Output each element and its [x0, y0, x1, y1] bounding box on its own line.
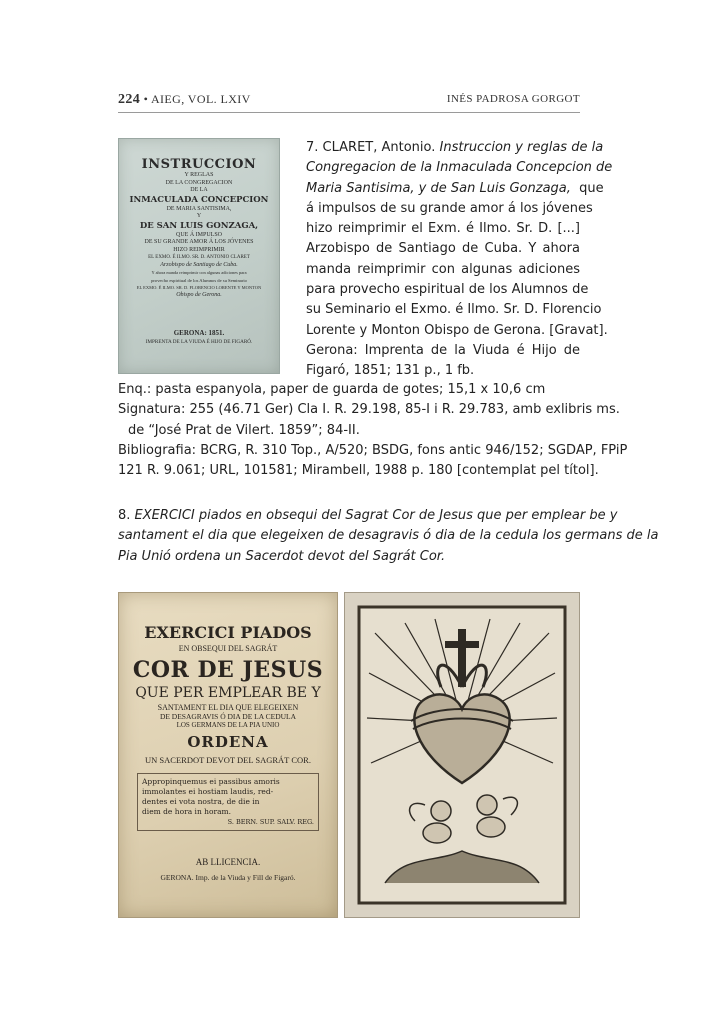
bibliography-note: Bibliografia: BCRG, R. 310 Top., A/520; BSDG, fons antic 946/152; SGDAP, FPiP	[118, 442, 628, 458]
header-bullet: •	[143, 92, 149, 106]
entry7-italic: Maria Santisima, y de San Luis Gonzaga,	[306, 180, 571, 196]
entry7-text: 7. CLARET, Antonio.	[306, 140, 440, 155]
quote-line: dentes ei vota nostra, de die in	[142, 797, 260, 806]
cover1-line: DE SU GRANDE AMOR Á LOS JÓVENES	[144, 239, 254, 245]
entry8-italic: santament el dia que elegeixen de desagravis ó dia de la cedula los germans de la	[118, 528, 659, 544]
cover1-footer-line: IMPRENTA DE LA VIUDA É HIJO DE FIGARÓ.	[145, 339, 253, 345]
cover2-line9: UN SACERDOT DEVOT DEL SAGRÁT COR.	[145, 755, 311, 765]
entry7-line	[306, 158, 613, 178]
entry7-line: Arzobispo de Santiago de Cuba. Y ahora	[306, 241, 580, 257]
cover1-line: Y REGLAS	[184, 172, 214, 178]
entry7-line: para provecho espiritual de los Alumnos de	[306, 282, 589, 298]
cover1-line: DE MARIA SANTISIMA,	[166, 205, 232, 212]
quote-line: diem de hora in horam.	[142, 807, 232, 816]
entry7-text: que	[570, 180, 604, 196]
cover1-line: Y	[196, 213, 202, 219]
cover1-title: INSTRUCCION	[141, 157, 257, 172]
quote-line: Appropinquemus ei passibus amoris	[142, 777, 280, 786]
book-cover-exercici	[118, 592, 338, 918]
engraving-illustration	[345, 593, 579, 917]
cover2-line3: COR DE JESUS	[132, 657, 324, 683]
quote-line: immolantes ei hostiam laudis, red-	[142, 787, 274, 796]
cover1-line: provecho espiritual de los Alumnos de su Seminario	[151, 277, 247, 283]
entry7-line: Figaró, 1851; 131 p., 1 fb.	[306, 363, 475, 379]
cover2-line4: QUE PER EMPLEAR BE Y	[135, 685, 321, 701]
cover2-line1: EXERCICI PIADOS	[144, 623, 312, 642]
entry8-line	[118, 526, 659, 546]
entry8-italic: Pia Unió ordena un Sacerdot devot del Sagrát Cor.	[118, 548, 446, 564]
entry-8	[118, 506, 659, 567]
entry8-line	[118, 506, 618, 526]
entry8-italic: EXERCICI piados en obsequi del Sagrat Cor de Jesus que per emplear be y	[134, 508, 618, 523]
header-left	[118, 92, 251, 108]
running-header	[118, 92, 580, 113]
cover1-line: DE LA CONGREGACION	[165, 179, 233, 186]
entry-7-details	[118, 380, 628, 481]
bibliography-note-cont: 121 R. 9.061; URL, 101581; Mirambell, 1988 p. 180 [contemplat pel títol].	[118, 463, 599, 479]
cover1-footer	[119, 329, 279, 347]
cover1-line: Arzobispo de Santiago de Cuba.	[160, 261, 238, 268]
sacred-heart-engraving	[344, 592, 580, 918]
entry7-line: manda reimprimir con algunas adiciones	[306, 261, 580, 277]
cover2-imprint: GERONA. Imp. de la Viuda y Fill de Figaró.	[160, 873, 296, 882]
quote-line: S. BERN. SUP. SALV. REG.	[227, 818, 314, 826]
cover1-line: QUE Á IMPULSO	[175, 231, 222, 238]
cover1-line: Y ahora manda reimprimir con algunas adiciones para	[151, 270, 247, 275]
book-cover-instruccion	[118, 138, 280, 374]
entry7-line: Gerona: Imprenta de la Viuda é Hijo de	[306, 342, 580, 358]
cover1-footer-line: GERONA: 1851.	[173, 329, 225, 337]
journal-name: AIEG, VOL. LXIV	[150, 92, 251, 106]
signature-note-cont: de “José Prat de Vilert. 1859”; 84-II.	[128, 422, 360, 438]
cover1-line: HIZO REIMPRIMIR	[173, 246, 225, 253]
page-number: 224	[118, 92, 141, 107]
entry7-line: su Seminario el Exmo. é Ilmo. Sr. D. Florencio	[306, 302, 602, 318]
entry7-line: á impulsos de su grande amor á los jóvenes	[306, 200, 593, 216]
cover2-license: AB LLICENCIA.	[195, 857, 261, 867]
entry-7	[306, 138, 613, 382]
cover1-line: Obispo de Gerona.	[176, 291, 222, 298]
entry7-italic: Congregacion de la Inmaculada Concepcion de	[306, 160, 613, 176]
cover1-line: EL EXMO. É ILMO. SR. D. FLORENCIO LORENTE Y MONTON	[136, 285, 262, 290]
cover2-line7: LOS GERMANS DE LA PIA UNIO	[176, 721, 280, 729]
entry7-line	[306, 138, 604, 158]
binding-note: Enq.: pasta espanyola, paper de guarda de gotes; 15,1 x 10,6 cm	[118, 382, 546, 397]
cover1-line: DE SAN LUIS GONZAGA,	[139, 220, 259, 231]
entry7-line: Lorente y Monton Obispo de Gerona. [Gravat].	[306, 322, 608, 338]
cover1-line: DE LA	[190, 187, 208, 193]
latin-quote-box	[137, 773, 319, 831]
entry7-line: hizo reimprimir el Exm. é Ilmo. Sr. D. [...]	[306, 221, 580, 237]
cover1-line: EL EXMO. É ILMO. SR. D. ANTONIO CLARET	[148, 255, 250, 260]
cover2-line6: DE DESAGRAVIS Ó DIA DE LA CEDULA	[159, 712, 297, 721]
entry8-line	[118, 547, 580, 567]
cover2-line5: SANTAMENT EL DIA QUE ELEGEIXEN	[157, 703, 299, 712]
signature-note: Signatura: 255 (46.71 Ger) Cla I. R. 29.198, 85-I i R. 29.783, amb exlibris ms.	[118, 402, 620, 418]
cover2-line2: EN OBSEQUI DEL SAGRÁT	[178, 644, 278, 653]
entry7-italic: Instruccion y reglas de la	[439, 140, 604, 155]
entry7-line	[306, 179, 604, 199]
author-name: INÉS PADROSA GORGOT	[446, 93, 580, 105]
cover1-line: INMACULADA CONCEPCION	[129, 194, 269, 205]
entry8-number: 8.	[118, 508, 135, 523]
cover2-line8: ORDENA	[187, 733, 269, 751]
